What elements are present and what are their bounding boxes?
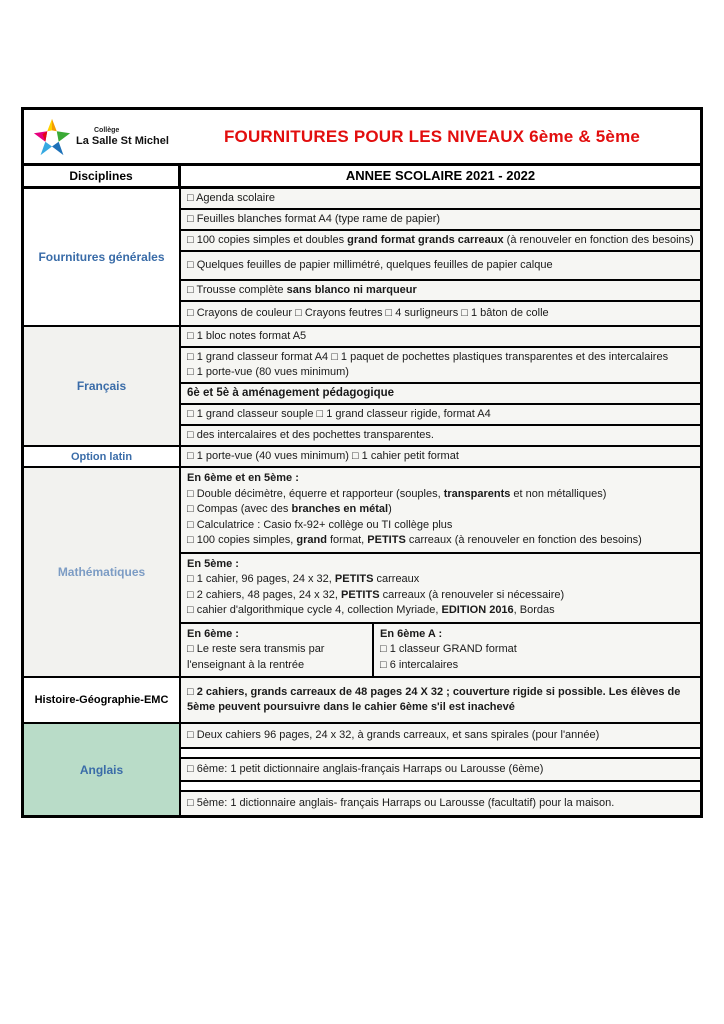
star-logo-icon xyxy=(32,116,72,158)
item-line: En 5ème : xyxy=(187,557,239,570)
item-line: En 6ème et en 5ème : xyxy=(187,472,299,484)
item-line: □ Double décimètre, équerre et rapporteur (souples, transparents et non métalliques) xyxy=(187,487,607,500)
discipline-label-histoire: Histoire-Géographie-EMC xyxy=(24,678,181,722)
document-title: FOURNITURES POUR LES NIVEAUX 6ème & 5ème xyxy=(223,126,641,146)
histoire-rows xyxy=(181,678,700,722)
item-row: □ 1 bloc notes format A5 xyxy=(181,327,700,346)
section-anglais xyxy=(24,724,700,815)
logo-school-name: La Salle St Michel xyxy=(76,134,169,147)
item-row: □ 1 grand classeur format A4 □ 1 paquet de pochettes plastiques transparentes et des intercalaires □ 1 porte-vue (80 vues minimum) xyxy=(181,346,700,382)
mathematiques-rows xyxy=(181,468,700,676)
item-line: □ 1 cahier, 96 pages, 24 x 32, PETITS carreaux xyxy=(187,573,420,585)
item-line: □ 6 intercalaires xyxy=(380,658,459,671)
item-row: 6è et 5è à aménagement pédagogique xyxy=(181,382,700,403)
item-row: □ 6ème: 1 petit dictionnaire anglais-français Harraps ou Larousse (6ème) xyxy=(181,757,700,782)
item-row: □ Deux cahiers 96 pages, 24 x 32, à grands carreaux, et sans spirales (pour l'année) xyxy=(181,724,700,749)
masthead xyxy=(24,110,700,166)
item-line: En 6ème A : xyxy=(380,627,443,640)
item-line: □ Compas (avec des branches en métal) xyxy=(187,503,392,515)
discipline-label-mathematiques: Mathématiques xyxy=(24,468,181,676)
item-line: En 6ème : xyxy=(187,627,239,640)
item-line: □ Calculatrice : Casio fx-92+ collège ou TI collège plus xyxy=(187,518,453,531)
school-logo xyxy=(24,116,194,158)
item-row: □ 1 grand classeur souple □ 1 grand classeur rigide, format A4 xyxy=(181,403,700,424)
logo-text xyxy=(76,127,169,147)
discipline-label-anglais: Anglais xyxy=(24,724,181,815)
item-line: □ cahier d'algorithmique cycle 4, collection Myriade, EDITION 2016, Bordas xyxy=(187,604,555,616)
discipline-label-francais: Français xyxy=(24,327,181,445)
disciplines-header: Disciplines xyxy=(24,166,181,186)
item-row: □ Agenda scolaire xyxy=(181,189,700,208)
discipline-label-fournitures: Fournitures générales xyxy=(24,189,181,325)
item-row: □ Crayons de couleur □ Crayons feutres □ 4 surligneurs □ 1 bâton de colle xyxy=(181,300,700,325)
option-latin-rows xyxy=(181,447,700,466)
maths-6e-5e-cell xyxy=(181,468,700,552)
maths-6eA-cell xyxy=(374,624,700,677)
supply-list-table xyxy=(21,107,703,818)
item-row: □ Trousse complète sans blanco ni marqueur xyxy=(181,279,700,300)
item-row: □ Quelques feuilles de papier millimétré, quelques feuilles de papier calque xyxy=(181,250,700,279)
anglais-rows xyxy=(181,724,700,815)
item-row: □ Feuilles blanches format A4 (type rame de papier) xyxy=(181,208,700,229)
table-header-row xyxy=(24,166,700,189)
francais-rows xyxy=(181,327,700,445)
logo-college-label: Collège xyxy=(94,126,120,134)
item-row: □ 2 cahiers, grands carreaux de 48 pages 24 X 32 ; couverture rigide si possible. Les élèves de 5ème peuvent poursuivre dans le cahier 6ème s'il est inachevé xyxy=(181,678,700,722)
section-histoire-geographie-emc xyxy=(24,678,700,724)
maths-5e-cell xyxy=(181,552,700,622)
school-year-header: ANNEE SCOLAIRE 2021 - 2022 xyxy=(345,168,536,183)
item-row: □ 5ème: 1 dictionnaire anglais- français Harraps ou Larousse (facultatif) pour la maison. xyxy=(181,790,700,815)
fournitures-rows xyxy=(181,189,700,325)
discipline-label-option-latin: Option latin xyxy=(24,447,181,466)
section-option-latin xyxy=(24,447,700,468)
item-line: □ 1 classeur GRAND format xyxy=(380,643,517,655)
item-row: □ des intercalaires et des pochettes transparentes. xyxy=(181,424,700,445)
item-line: □ Le reste sera transmis par l'enseignant à la rentrée xyxy=(187,643,325,671)
maths-6e-cell xyxy=(181,624,374,677)
section-francais xyxy=(24,327,700,447)
section-fournitures-generales xyxy=(24,189,700,327)
section-mathematiques xyxy=(24,468,700,678)
item-row: □ 100 copies simples et doubles grand format grands carreaux (à renouveler en fonction des besoins) xyxy=(181,229,700,250)
maths-6e-split-cell xyxy=(181,622,700,677)
item-line: □ 2 cahiers, 48 pages, 24 x 32, PETITS carreaux (à renouveler si nécessaire) xyxy=(187,588,565,601)
item-line: □ 100 copies simples, grand format, PETITS carreaux (à renouveler en fonction des besoins) xyxy=(187,534,642,546)
item-row: □ 1 porte-vue (40 vues minimum) □ 1 cahier petit format xyxy=(181,447,700,466)
